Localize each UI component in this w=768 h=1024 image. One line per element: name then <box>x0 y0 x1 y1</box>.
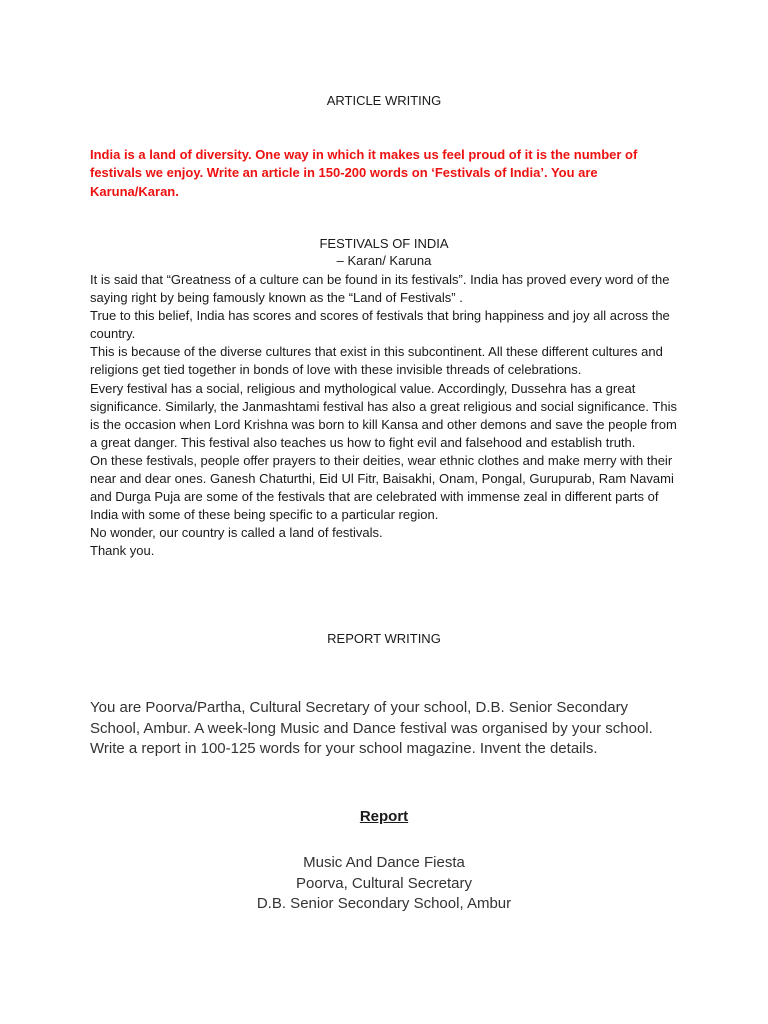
article-paragraph: Thank you. <box>90 543 155 559</box>
article-writing-heading: ARTICLE WRITING <box>326 93 442 108</box>
article-paragraph: No wonder, our country is called a land of festivals. <box>90 525 383 541</box>
report-school: D.B. Senior Secondary School, Ambur <box>256 895 512 912</box>
report-header-block <box>0 853 768 915</box>
report-author: Poorva, Cultural Secretary <box>296 874 472 892</box>
report-writing-heading: REPORT WRITING <box>327 631 441 646</box>
report-task-prompt: You are Poorva/Partha, Cultural Secretary of your school, D.B. Senior Secondary School, Ambur. A week-long Music and Dance festival was organised by your school. Write a report in 100-125 words for your school magazine. Invent the details. <box>90 699 653 758</box>
article-paragraph: On these festivals, people offer prayers to their deities, wear ethnic clothes and make merry with their near and dear ones. Ganesh Chaturthi, Eid Ul Fitr, Baisakhi, Onam, Pongal, Gurupurab, Ram Navami and Durga Puja are some of the festivals that are celebrated with immense zeal in different parts of India with some of these being specific to a particular region. <box>90 452 674 523</box>
article-paragraph: Every festival has a social, religious and mythological value. Accordingly, Dussehra has a great significance. Similarly, the Janmashtami festival has also a great religious and social significance. This is the occasion when Lord Krishna was born to kill Kansa and other demons and save the people from a great danger. This festival also teaches us how to fight evil and falsehood and establish truth. <box>90 380 677 450</box>
article-paragraph: True to this belief, India has scores and scores of festivals that bring happiness and joy all across the country. <box>90 308 670 342</box>
article-byline: – Karan/ Karuna <box>336 253 432 268</box>
article-paragraph: This is because of the diverse cultures that exist in this subcontinent. All these different cultures and religions get tied together in bonds of love with these invisible threads of celebrations. <box>90 344 663 378</box>
article-task-prompt: India is a land of diversity. One way in which it makes us feel proud of it is the number of festivals we enjoy. Write an article in 150-200 words on ‘Festivals of India’. You are Karuna/Karan. <box>90 147 638 199</box>
report-label: Report <box>359 808 409 825</box>
article-paragraph: It is said that “Greatness of a culture can be found in its festivals”. India has proved every word of the saying right by being famously known as the “Land of Festivals” . <box>90 272 670 306</box>
report-title: Music And Dance Fiesta <box>303 854 465 871</box>
article-title: FESTIVALS OF INDIA <box>319 236 449 251</box>
article-body <box>90 271 678 561</box>
